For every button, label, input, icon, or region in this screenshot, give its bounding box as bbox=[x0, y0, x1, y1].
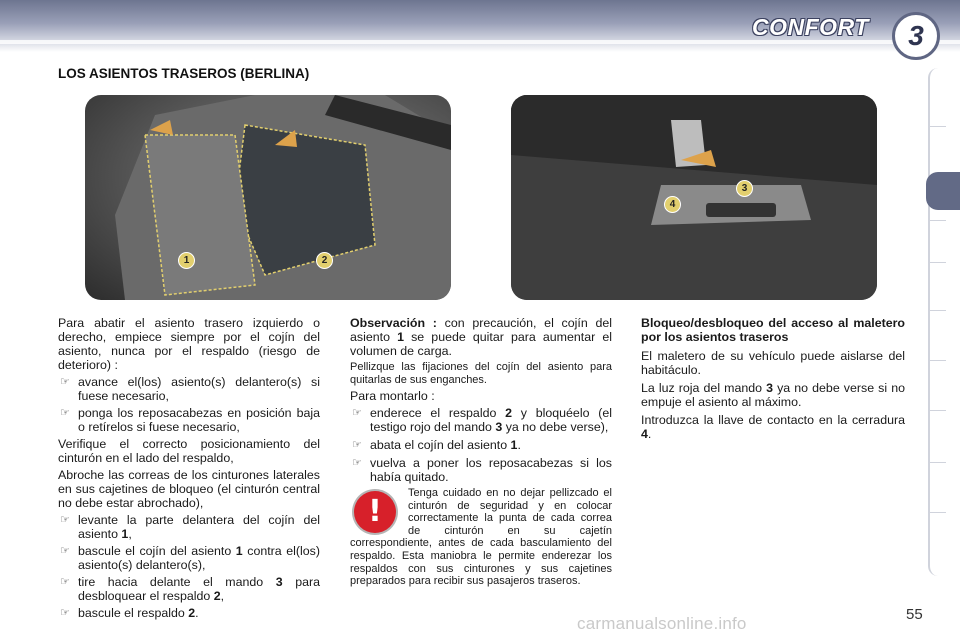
observation-paragraph: Observación : con precaución, el cojín del asiento 1 se puede quitar para aumentar el volumen de carga. bbox=[350, 316, 612, 358]
list-item: ☞ bascule el cojín del asiento 1 contra el(los) asiento(s) delantero(s), bbox=[60, 544, 320, 572]
list-item: ☞ abata el cojín del asiento 1. bbox=[352, 438, 521, 452]
tab-divider bbox=[928, 410, 946, 411]
chapter-tab-strip bbox=[928, 68, 946, 576]
list-item: ☞ avance el(los) asiento(s) delantero(s) si fuese necesario, bbox=[60, 375, 320, 403]
list-item: ☞ vuelva a poner los reposacabezas si los había quitado. bbox=[352, 456, 612, 484]
callout-4: 4 bbox=[664, 196, 681, 213]
chapter-tab-active[interactable] bbox=[926, 172, 960, 210]
trunk-lock-photo bbox=[511, 95, 877, 300]
trunk-paragraph-2: La luz roja del mando 3 ya no debe verse si no empuje el asiento al máximo. bbox=[641, 381, 905, 409]
column-trunk-access bbox=[641, 316, 905, 444]
callout-1: 1 bbox=[178, 252, 195, 269]
tab-divider bbox=[928, 262, 946, 263]
callout-2: 2 bbox=[316, 252, 333, 269]
pointing-hand-icon: ☞ bbox=[60, 514, 70, 526]
tab-divider bbox=[928, 220, 946, 221]
list-item: ☞ tire hacia delante el mando 3 para desbloquear el respaldo 2, bbox=[60, 575, 320, 603]
pointing-hand-icon: ☞ bbox=[352, 439, 362, 451]
pointing-hand-icon: ☞ bbox=[352, 457, 362, 469]
pointing-hand-icon: ☞ bbox=[60, 407, 70, 419]
chapter-number-badge bbox=[892, 12, 940, 60]
rear-seat-illustration bbox=[85, 95, 451, 300]
pointing-hand-icon: ☞ bbox=[60, 576, 70, 588]
callout-3: 3 bbox=[736, 180, 753, 197]
chapter-number: 3 bbox=[908, 20, 924, 51]
tab-divider bbox=[928, 462, 946, 463]
trunk-access-heading: Bloqueo/desbloqueo del acceso al maletero por los asientos traseros bbox=[641, 316, 905, 344]
tab-divider bbox=[928, 310, 946, 311]
rear-seat-photo bbox=[85, 95, 451, 300]
belts-paragraph: Abroche las correas de los cinturones laterales en sus cajetines de bloqueo (el cinturón central no debe estar abrochado), bbox=[58, 468, 320, 510]
check-paragraph: Verifique el correcto posicionamiento del cinturón en el lado del respaldo, bbox=[58, 437, 320, 465]
pointing-hand-icon: ☞ bbox=[352, 407, 362, 419]
list-item: ☞ ponga los reposacabezas en posición baja o retírelos si fuese necesario, bbox=[60, 406, 320, 434]
tab-divider bbox=[928, 126, 946, 127]
list-item: ☞ enderece el respaldo 2 y bloquéelo (el testigo rojo del mando 3 ya no debe verse), bbox=[352, 406, 612, 434]
column-remove-mount bbox=[350, 316, 612, 588]
warning-box bbox=[350, 487, 612, 588]
pinch-note: Pellizque las fijaciones del cojín del asiento para quitarlas de sus enganches. bbox=[350, 361, 612, 386]
list-item: ☞ bascule el respaldo 2. bbox=[60, 606, 199, 620]
exclamation-warning-icon: ! bbox=[354, 491, 396, 533]
mount-intro: Para montarlo : bbox=[350, 389, 435, 403]
intro-paragraph: Para abatir el asiento trasero izquierdo o derecho, empiece siempre por el cojín del asiento, nunca por el respaldo (riesgo de deterioro) : bbox=[58, 316, 320, 372]
pointing-hand-icon: ☞ bbox=[60, 607, 70, 619]
list-item: ☞ levante la parte delantera del cojín del asiento 1, bbox=[60, 513, 320, 541]
trunk-paragraph-1: El maletero de su vehículo puede aislarse del habitáculo. bbox=[641, 349, 905, 377]
tab-divider bbox=[928, 360, 946, 361]
page-number: 55 bbox=[906, 606, 923, 623]
tab-divider bbox=[928, 512, 946, 513]
section-title: LOS ASIENTOS TRASEROS (BERLINA) bbox=[58, 66, 310, 81]
pointing-hand-icon: ☞ bbox=[60, 545, 70, 557]
pointing-hand-icon: ☞ bbox=[60, 376, 70, 388]
warning-text: Tenga cuidado en no dejar pellizcado el cinturón de seguridad y en colocar correctamente la punta de cada correa de cinturón en su cajetín correspondiente, antes de cada basculamiento del respaldo. Esta maniobra le permite enderezar los respaldos con sus cinturones y sus cajetines preparados para recibir sus pasajeros traseros. bbox=[350, 487, 612, 588]
trunk-lock-illustration bbox=[511, 95, 877, 300]
column-folding-instructions bbox=[58, 316, 320, 623]
watermark: carmanualsonline.info bbox=[577, 614, 747, 633]
chapter-title: CONFORT bbox=[752, 14, 869, 40]
trunk-paragraph-3: Introduzca la llave de contacto en la cerradura 4. bbox=[641, 413, 905, 441]
